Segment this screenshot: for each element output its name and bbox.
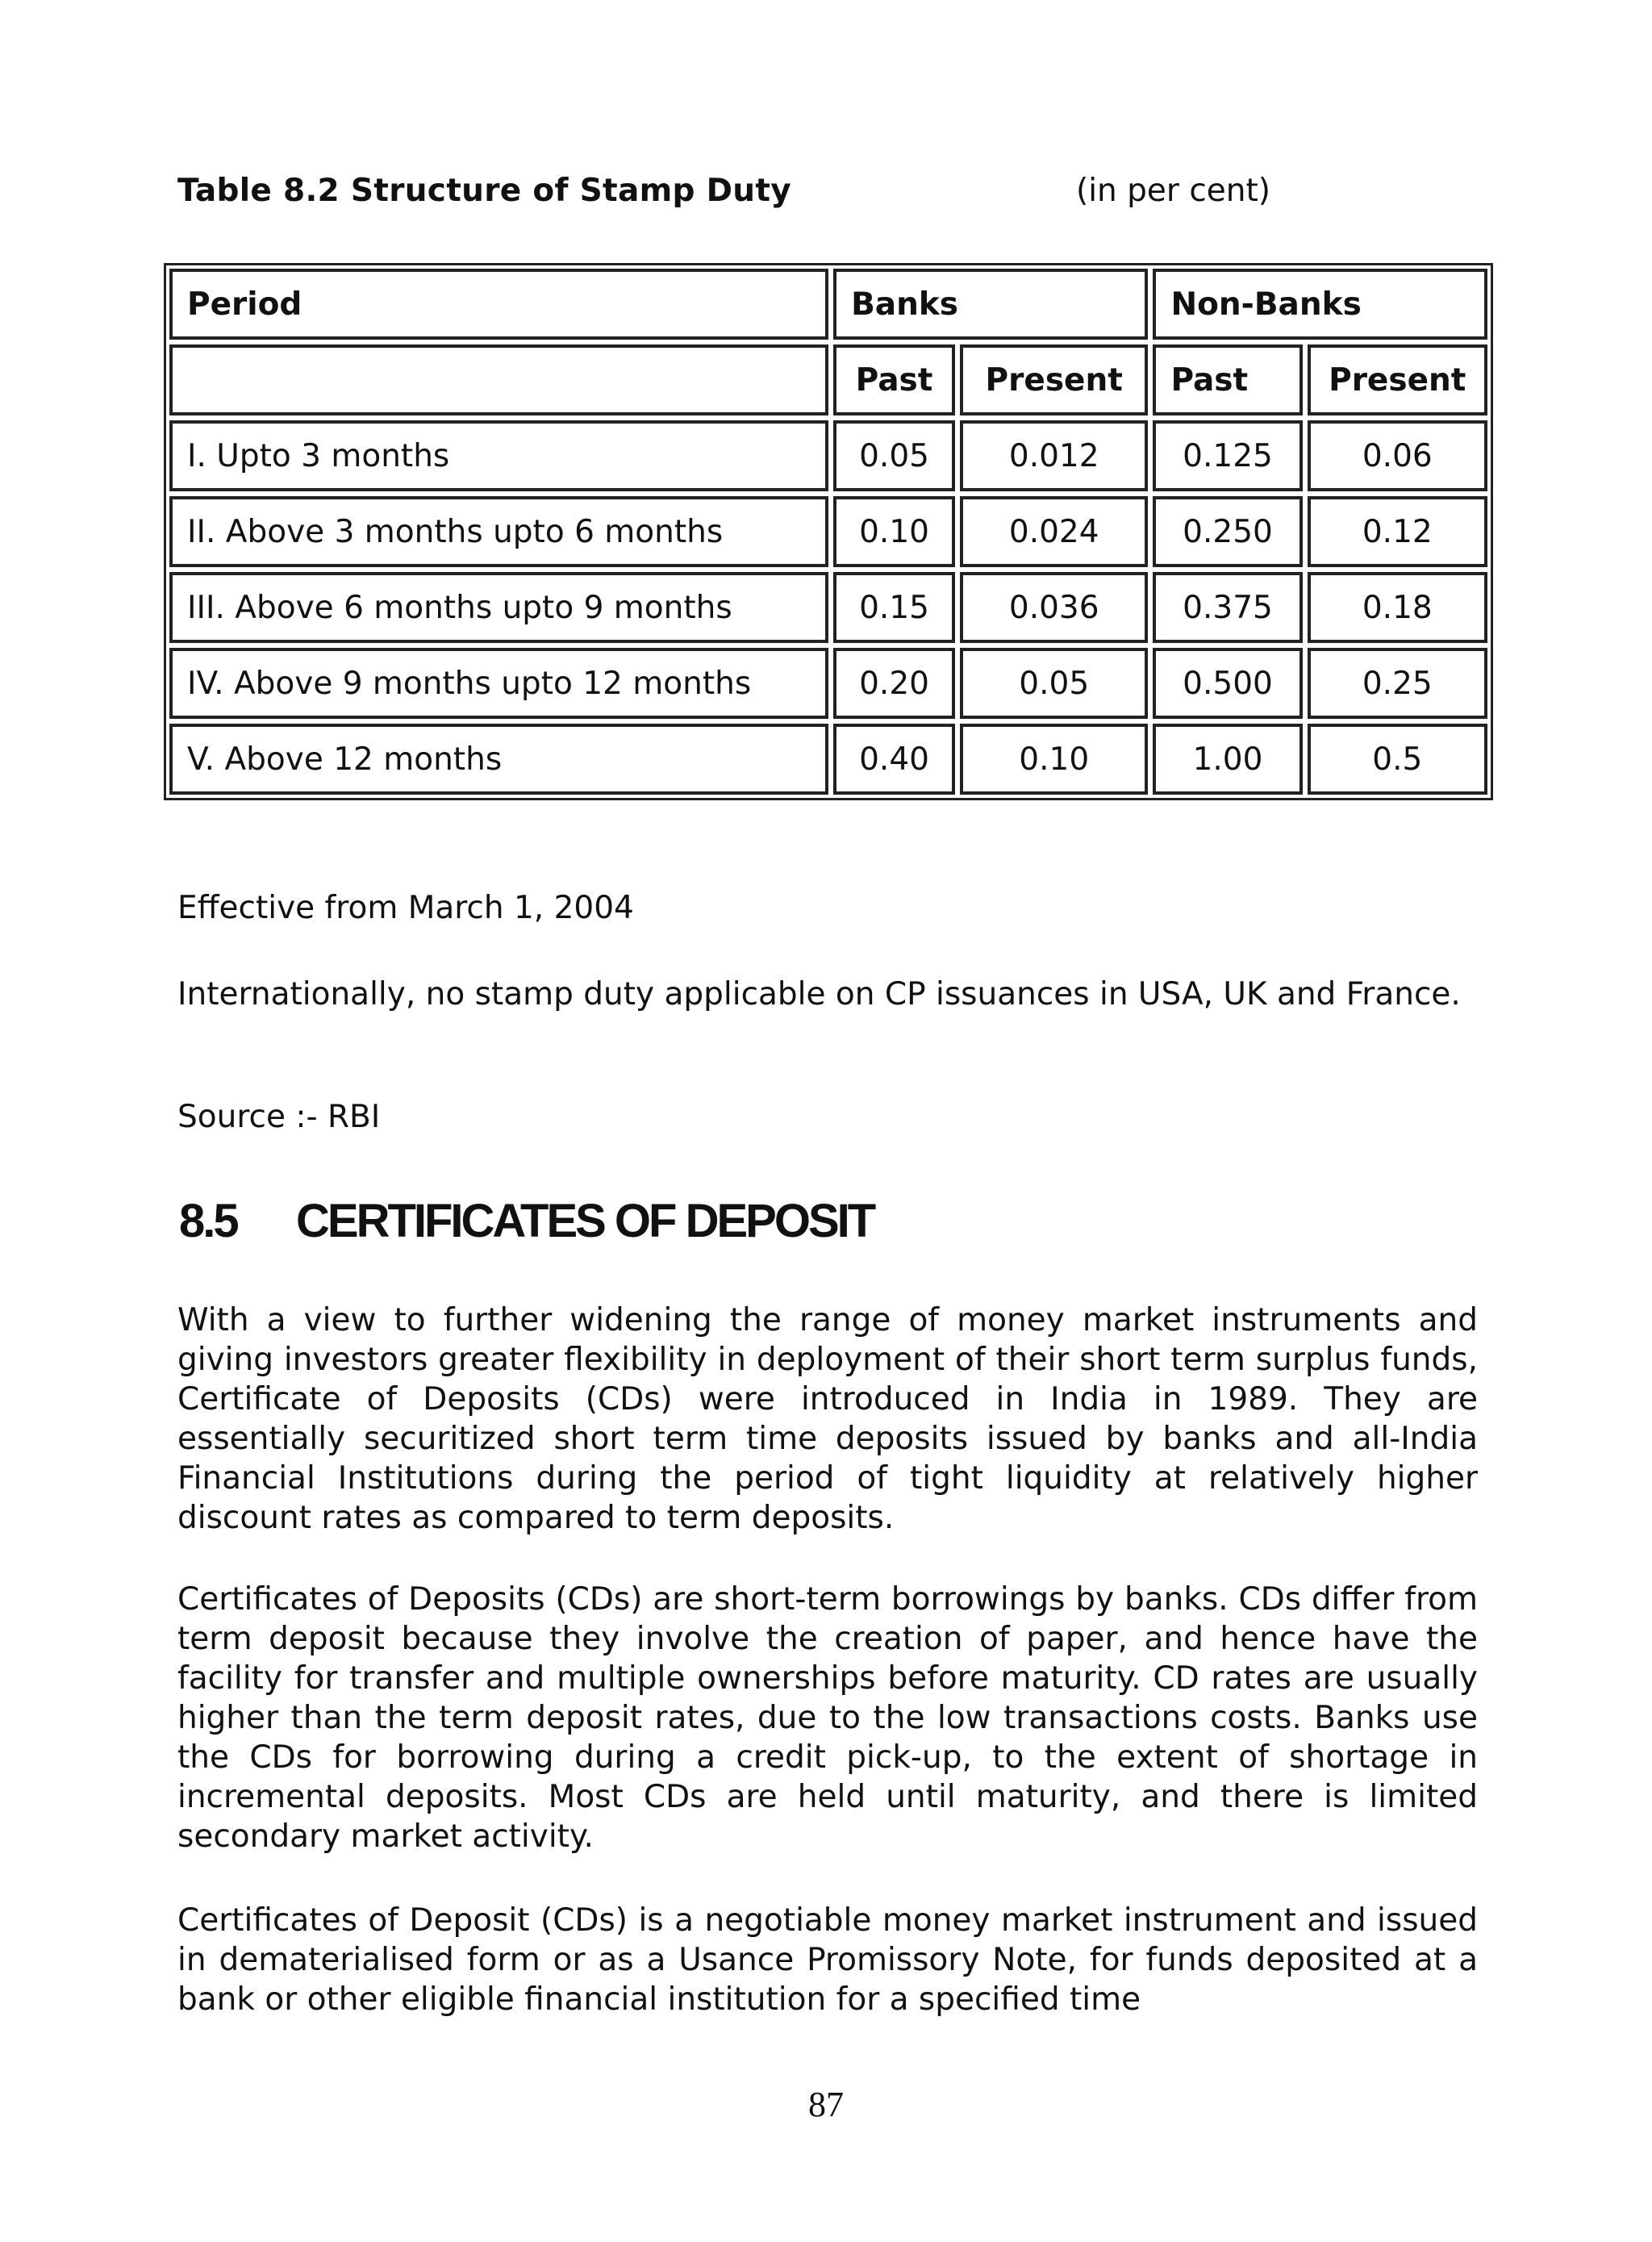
- table-header-row: [169, 269, 1487, 340]
- nonbanks-present-cell: 0.18: [1308, 572, 1487, 643]
- section-title: CERTIFICATES OF DEPOSIT: [296, 1195, 874, 1247]
- table-row: [169, 648, 1487, 719]
- banks-present-cell: 0.036: [960, 572, 1148, 643]
- banks-present-cell: 0.05: [960, 648, 1148, 719]
- banks-past-cell: 0.05: [833, 420, 955, 491]
- nonbanks-past-cell: 0.500: [1153, 648, 1302, 719]
- header-nonbanks-past: Past: [1153, 344, 1302, 415]
- period-cell: IV. Above 9 months upto 12 months: [169, 648, 828, 719]
- page-number: 87: [808, 2085, 844, 2124]
- table-row: [169, 420, 1487, 491]
- banks-present-cell: 0.012: [960, 420, 1148, 491]
- header-period: Period: [169, 269, 828, 340]
- international-note: Internationally, no stamp duty applicable on CP issuances in USA, UK and France.: [177, 976, 1461, 1012]
- header-banks-present: Present: [960, 344, 1148, 415]
- banks-past-cell: 0.15: [833, 572, 955, 643]
- banks-past-cell: 0.10: [833, 496, 955, 567]
- header-empty-cell: [169, 344, 828, 415]
- banks-present-cell: 0.024: [960, 496, 1148, 567]
- stamp-duty-table: [164, 263, 1493, 800]
- period-cell: I. Upto 3 months: [169, 420, 828, 491]
- nonbanks-present-cell: 0.25: [1308, 648, 1487, 719]
- nonbanks-past-cell: 0.125: [1153, 420, 1302, 491]
- effective-date-note: Effective from March 1, 2004: [177, 890, 634, 926]
- paragraph: Certificates of Deposits (CDs) are short-term borrowings by banks. CDs differ from term deposit because they involve the creation of paper, and hence have the facility for transfer and multiple ownerships before maturity. CD rates are usually higher than the term deposit rates, due to the low transactions costs. Banks use the CDs for borrowing during a credit pick-up, to the extent of shortage in incremental deposits. Most CDs are held until maturity, and there is limited secondary market activity.: [177, 1581, 1478, 1855]
- banks-present-cell: 0.10: [960, 724, 1148, 795]
- header-banks: Banks: [833, 269, 1148, 340]
- nonbanks-present-cell: 0.06: [1308, 420, 1487, 491]
- header-banks-past: Past: [833, 344, 955, 415]
- paragraph: With a view to further widening the range of money market instruments and giving investors greater flexibility in deployment of their short term surplus funds, Certificate of Deposits (CDs) were introduced in India in 1989. They are essentially securitized short term time deposits issued by banks and all-India Financial Institutions during the period of tight liquidity at relatively higher discount rates as compared to term deposits.: [177, 1302, 1478, 1536]
- nonbanks-past-cell: 0.250: [1153, 496, 1302, 567]
- nonbanks-present-cell: 0.5: [1308, 724, 1487, 795]
- banks-past-cell: 0.20: [833, 648, 955, 719]
- table-row: [169, 496, 1487, 567]
- table-row: [169, 572, 1487, 643]
- banks-past-cell: 0.40: [833, 724, 955, 795]
- nonbanks-past-cell: 1.00: [1153, 724, 1302, 795]
- paragraph: Certificates of Deposit (CDs) is a negotiable money market instrument and issued in dematerialised form or as a Usance Promissory Note, for funds deposited at a bank or other eligible financial institution for a specified time: [177, 1902, 1478, 2018]
- table-unit-note: (in per cent): [1076, 173, 1271, 209]
- table-row: [169, 724, 1487, 795]
- period-cell: III. Above 6 months upto 9 months: [169, 572, 828, 643]
- header-nonbanks-present: Present: [1308, 344, 1487, 415]
- section-heading: [179, 1194, 874, 1248]
- nonbanks-present-cell: 0.12: [1308, 496, 1487, 567]
- table-subheader-row: [169, 344, 1487, 415]
- header-non-banks: Non-Banks: [1153, 269, 1487, 340]
- period-cell: II. Above 3 months upto 6 months: [169, 496, 828, 567]
- nonbanks-past-cell: 0.375: [1153, 572, 1302, 643]
- period-cell: V. Above 12 months: [169, 724, 828, 795]
- source-note: Source :- RBI: [177, 1099, 381, 1135]
- section-number: 8.5: [179, 1195, 237, 1247]
- table-caption: Table 8.2 Structure of Stamp Duty: [177, 173, 792, 209]
